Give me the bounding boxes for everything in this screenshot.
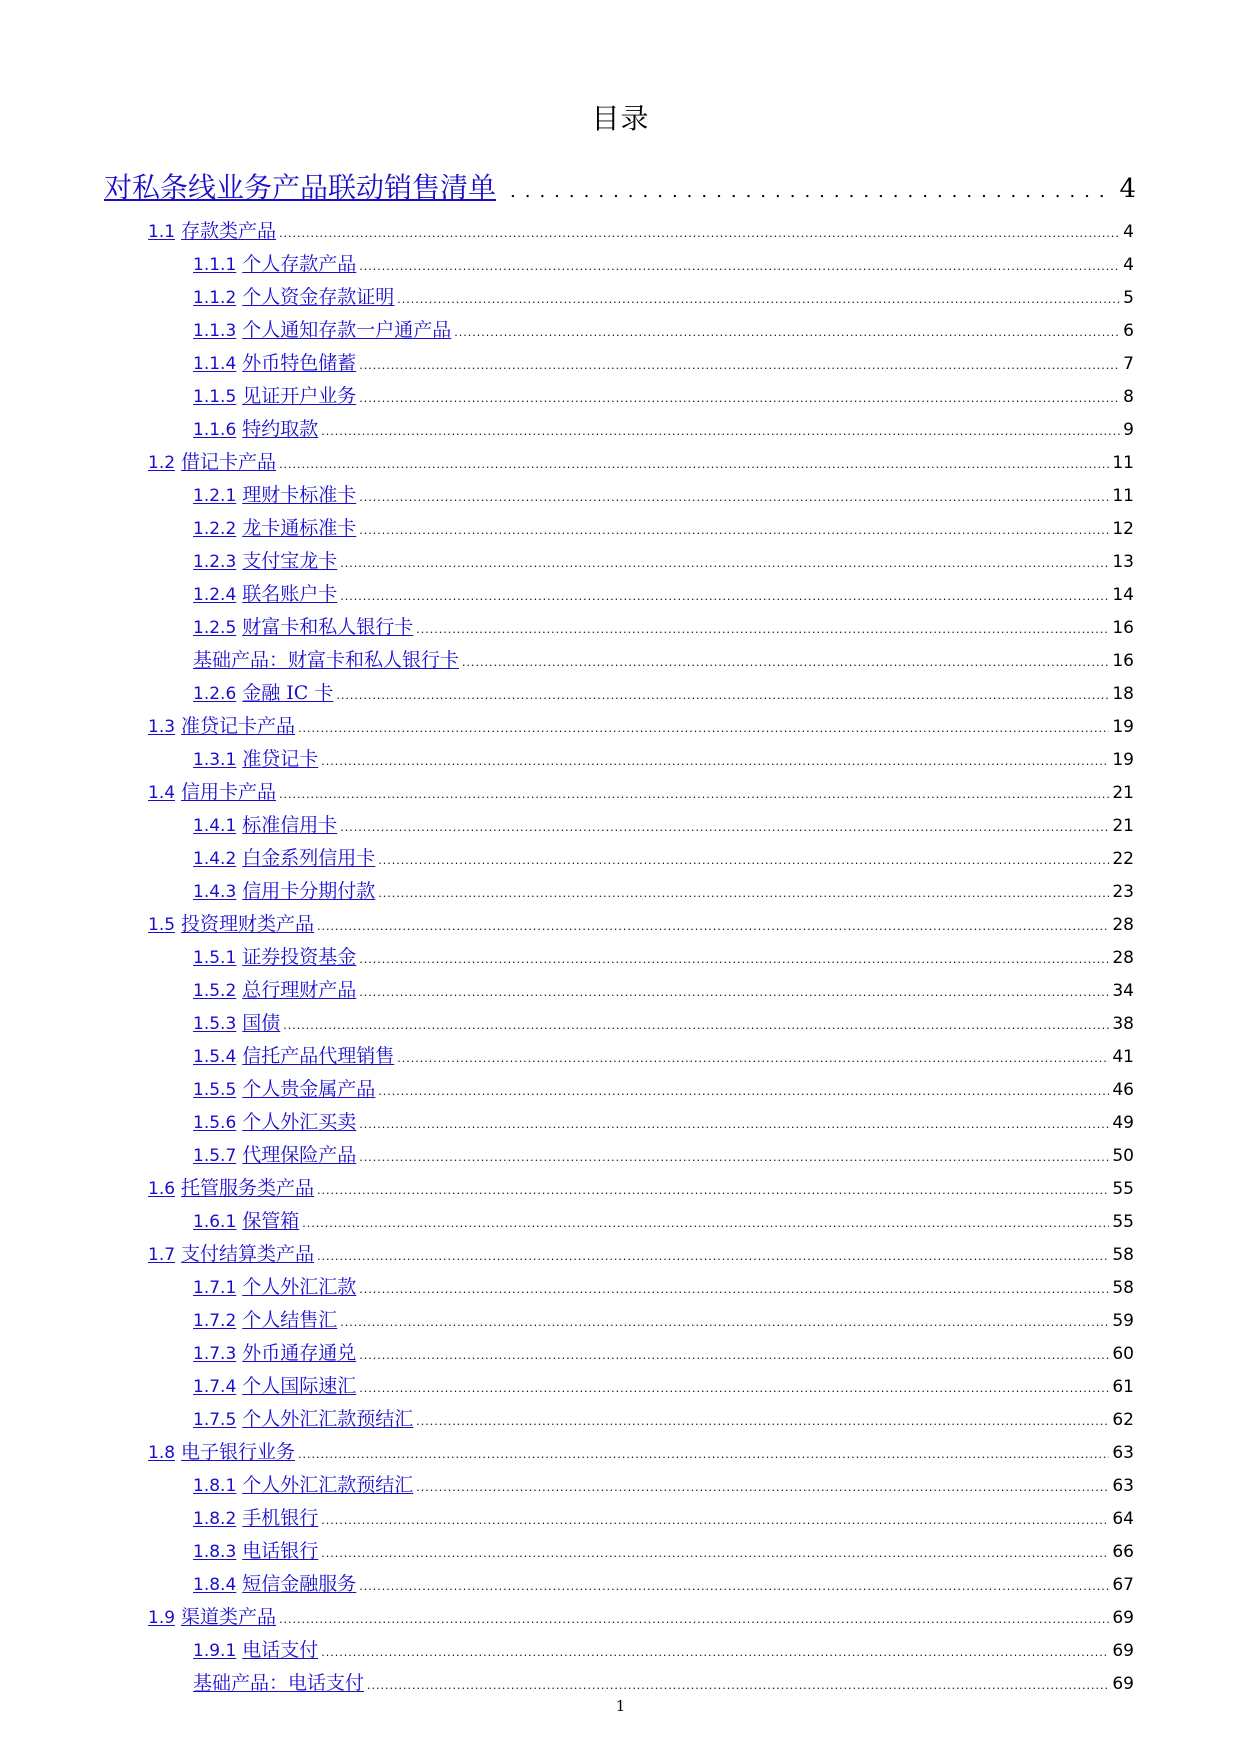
toc-section-number: 1.2 <box>148 453 176 473</box>
toc-link[interactable] <box>193 579 337 610</box>
dot-leader <box>340 591 1109 602</box>
toc-section-number: 1.2.4 <box>193 585 237 605</box>
toc-section-number: 1.4.1 <box>193 816 237 836</box>
toc-page-number: 49 <box>1112 1113 1134 1133</box>
toc-entry[interactable] <box>193 645 1134 675</box>
toc-label: 保管箱 <box>242 1210 300 1232</box>
toc-link[interactable] <box>193 546 337 577</box>
toc-label: 个人贵金属产品 <box>242 1078 376 1100</box>
dot-leader <box>359 393 1120 404</box>
toc-label: 准贷记卡产品 <box>181 715 296 737</box>
dot-leader <box>359 1284 1109 1295</box>
toc-link[interactable] <box>193 1668 364 1698</box>
toc-link[interactable] <box>193 678 333 709</box>
toc-entry[interactable] <box>193 1569 1134 1599</box>
toc-section-number: 1.8.4 <box>193 1575 237 1595</box>
toc-page-number: 67 <box>1112 1575 1134 1595</box>
toc-section-number: 1.6 <box>148 1179 176 1199</box>
toc-link[interactable] <box>193 975 356 1006</box>
toc-entry[interactable] <box>193 975 1134 1005</box>
toc-entry[interactable] <box>193 1305 1134 1335</box>
toc-label: 信用卡分期付款 <box>242 880 376 902</box>
toc-label: 基础产品：财富卡和私人银行卡 <box>193 649 460 671</box>
toc-section-number: 1.2.5 <box>193 618 237 638</box>
toc-page-number: 16 <box>1112 618 1134 638</box>
toc-section-number: 1.1.1 <box>193 255 237 275</box>
toc-label: 外币特色储蓄 <box>242 352 357 374</box>
toc-link[interactable] <box>193 744 318 775</box>
toc-page-number: 63 <box>1112 1443 1134 1463</box>
toc-section-number: 1.4.2 <box>193 849 237 869</box>
dot-leader <box>416 624 1109 635</box>
toc-page-number: 21 <box>1112 783 1134 803</box>
dot-leader <box>367 1680 1109 1691</box>
dot-leader <box>359 492 1109 503</box>
dot-leader <box>321 756 1109 767</box>
toc-page-number: 18 <box>1112 684 1134 704</box>
dot-leader <box>298 1449 1109 1460</box>
toc-entry[interactable] <box>193 414 1134 444</box>
toc-page-number: 61 <box>1112 1377 1134 1397</box>
toc-page-number: 59 <box>1112 1311 1134 1331</box>
toc-section-number: 1.5.6 <box>193 1113 237 1133</box>
toc-page-number: 58 <box>1112 1245 1134 1265</box>
dot-leader <box>340 1317 1109 1328</box>
toc-entry[interactable] <box>193 546 1134 576</box>
dot-leader <box>359 261 1120 272</box>
toc-label: 信托产品代理销售 <box>242 1045 395 1067</box>
toc-page-number: 4 <box>1123 222 1134 242</box>
toc-link[interactable] <box>193 282 394 313</box>
toc-section-number: 1.6.1 <box>193 1212 237 1232</box>
toc-entry[interactable] <box>148 1173 1134 1203</box>
toc-page-number: 28 <box>1112 915 1134 935</box>
toc-page-number: 9 <box>1123 420 1134 440</box>
toc-link[interactable] <box>193 513 356 544</box>
toc-label: 借记卡产品 <box>181 451 277 473</box>
dot-leader <box>321 1548 1109 1559</box>
toc-page-number: 63 <box>1112 1476 1134 1496</box>
dot-leader <box>359 1350 1109 1361</box>
dot-leader <box>317 1185 1109 1196</box>
dot-leader <box>321 1647 1109 1658</box>
toc-label: 特约取款 <box>242 418 319 440</box>
toc-link[interactable] <box>193 1008 280 1039</box>
toc-link[interactable] <box>193 1074 375 1105</box>
toc-entry[interactable] <box>193 744 1134 774</box>
toc-page-number: 66 <box>1112 1542 1134 1562</box>
toc-link[interactable] <box>148 447 276 478</box>
dot-leader <box>279 789 1109 800</box>
toc-entry[interactable] <box>193 315 1134 345</box>
toc-page-number: 69 <box>1112 1608 1134 1628</box>
toc-label: 金融 IC 卡 <box>242 682 334 704</box>
toc-entry[interactable] <box>193 876 1134 906</box>
toc-entry[interactable] <box>193 1635 1134 1665</box>
toc-link[interactable]: 对私条线业务产品联动销售清单 <box>104 171 497 204</box>
dot-leader <box>279 459 1109 470</box>
dot-leader <box>397 294 1120 305</box>
toc-page-number: 4 <box>1123 255 1134 275</box>
toc-page-number: 7 <box>1123 354 1134 374</box>
toc-entry[interactable] <box>193 1536 1134 1566</box>
toc-link[interactable] <box>193 1470 413 1501</box>
toc-section-number: 1.2.2 <box>193 519 237 539</box>
toc-link[interactable] <box>148 216 276 247</box>
dot-leader <box>510 183 1113 201</box>
toc-label: 证券投资基金 <box>242 946 357 968</box>
toc-page-number: 19 <box>1112 717 1134 737</box>
toc-link[interactable] <box>148 777 276 808</box>
toc-link[interactable] <box>148 1602 276 1633</box>
dot-leader <box>359 1119 1109 1130</box>
toc-page-number: 23 <box>1112 882 1134 902</box>
toc-label: 电子银行业务 <box>181 1441 296 1463</box>
dot-leader <box>336 690 1109 701</box>
toc-section-number: 1.5.3 <box>193 1014 237 1034</box>
toc-section-number: 1.7.2 <box>193 1311 237 1331</box>
toc-entry[interactable] <box>193 249 1134 279</box>
toc-entry[interactable] <box>193 348 1134 378</box>
toc-label: 信用卡产品 <box>181 781 277 803</box>
toc-section-number: 1.8.1 <box>193 1476 237 1496</box>
toc-page-number: 55 <box>1112 1212 1134 1232</box>
toc-link[interactable] <box>193 249 356 280</box>
dot-leader <box>416 1416 1109 1427</box>
toc-label: 投资理财类产品 <box>181 913 315 935</box>
toc-page-number: 8 <box>1123 387 1134 407</box>
toc-section-number: 1.9 <box>148 1608 176 1628</box>
toc-section-number: 1.5.7 <box>193 1146 237 1166</box>
toc-label: 理财卡标准卡 <box>242 484 357 506</box>
toc-label: 个人国际速汇 <box>242 1375 357 1397</box>
toc-page-number: 4 <box>1119 174 1136 204</box>
toc-label: 总行理财产品 <box>242 979 357 1001</box>
toc-link[interactable] <box>193 1041 394 1072</box>
toc-page-number: 64 <box>1112 1509 1134 1529</box>
page-number-footer: 1 <box>615 1697 626 1715</box>
toc-entry[interactable] <box>193 942 1134 972</box>
dot-leader <box>397 1053 1109 1064</box>
toc-page-number: 13 <box>1112 552 1134 572</box>
toc-label: 个人资金存款证明 <box>242 286 395 308</box>
dot-leader <box>298 723 1109 734</box>
dot-leader <box>378 1086 1109 1097</box>
toc-link[interactable] <box>193 645 459 675</box>
toc-label: 外币通存通兑 <box>242 1342 357 1364</box>
toc-entry[interactable] <box>193 843 1134 873</box>
toc-label: 白金系列信用卡 <box>242 847 376 869</box>
toc-entry[interactable] <box>148 447 1134 477</box>
toc-page-number: 21 <box>1112 816 1134 836</box>
toc-entry[interactable] <box>193 1008 1134 1038</box>
dot-leader <box>340 558 1109 569</box>
toc-section-number: 1.5.4 <box>193 1047 237 1067</box>
toc-link[interactable] <box>148 1239 314 1270</box>
toc-entry[interactable] <box>148 777 1134 807</box>
dot-leader <box>317 1251 1109 1262</box>
dot-leader <box>359 1581 1109 1592</box>
toc-section-number: 1.4.3 <box>193 882 237 902</box>
toc-page-number: 5 <box>1123 288 1134 308</box>
toc-section-number: 1.1.4 <box>193 354 237 374</box>
toc-page-number: 55 <box>1112 1179 1134 1199</box>
toc-entry[interactable] <box>193 1338 1134 1368</box>
toc-page-number: 58 <box>1112 1278 1134 1298</box>
dot-leader <box>321 1515 1109 1526</box>
dot-leader <box>359 1383 1109 1394</box>
toc-label: 准贷记卡 <box>242 748 319 770</box>
toc-link[interactable] <box>193 1371 356 1402</box>
toc-link[interactable] <box>193 1536 318 1567</box>
dot-leader <box>454 327 1120 338</box>
toc-entry[interactable] <box>193 579 1134 609</box>
toc-label: 渠道类产品 <box>181 1606 277 1628</box>
toc-entry[interactable] <box>148 1437 1134 1467</box>
toc-link[interactable] <box>193 348 356 379</box>
toc-label: 见证开户业务 <box>242 385 357 407</box>
toc-section-number: 1.1.5 <box>193 387 237 407</box>
toc-link[interactable] <box>193 1272 356 1303</box>
toc-section-number: 1.5.5 <box>193 1080 237 1100</box>
dot-leader <box>321 426 1120 437</box>
toc-link[interactable] <box>193 480 356 511</box>
toc-entry[interactable] <box>193 1371 1134 1401</box>
toc-section-number: 1.3.1 <box>193 750 237 770</box>
toc-label: 个人外汇汇款预结汇 <box>242 1408 414 1430</box>
dot-leader <box>359 360 1120 371</box>
toc-label: 个人外汇汇款预结汇 <box>242 1474 414 1496</box>
dot-leader <box>359 1152 1109 1163</box>
toc-label: 联名账户卡 <box>242 583 338 605</box>
toc-page-number: 38 <box>1112 1014 1134 1034</box>
toc-section-number: 1.2.3 <box>193 552 237 572</box>
toc-link[interactable] <box>193 315 451 346</box>
toc-section-number: 1.2.6 <box>193 684 237 704</box>
toc-entry[interactable] <box>193 1206 1134 1236</box>
toc-page-number: 14 <box>1112 585 1134 605</box>
toc-entry[interactable] <box>193 810 1134 840</box>
toc-label: 国债 <box>242 1012 281 1034</box>
toc-label: 个人结售汇 <box>242 1309 338 1331</box>
toc-entry[interactable] <box>148 909 1134 939</box>
toc-section-number: 1.5.1 <box>193 948 237 968</box>
toc-entry[interactable] <box>148 711 1134 741</box>
toc-label: 基础产品：电话支付 <box>193 1672 365 1694</box>
toc-entry[interactable] <box>193 1470 1134 1500</box>
toc-label: 托管服务类产品 <box>181 1177 315 1199</box>
toc-entry[interactable] <box>193 1272 1134 1302</box>
toc-link[interactable] <box>148 1437 295 1468</box>
toc-label: 支付宝龙卡 <box>242 550 338 572</box>
toc-page-number: 19 <box>1112 750 1134 770</box>
dot-leader <box>378 888 1109 899</box>
toc-entry[interactable] <box>193 1668 1134 1698</box>
toc-entry[interactable] <box>193 1404 1134 1434</box>
toc-page-number: 69 <box>1112 1674 1134 1694</box>
toc-label: 存款类产品 <box>181 220 277 242</box>
toc-page-number: 11 <box>1112 453 1134 473</box>
toc-link[interactable] <box>193 1305 337 1336</box>
toc-entry[interactable] <box>148 1602 1134 1632</box>
toc-section-number: 1.7 <box>148 1245 176 1265</box>
toc-label: 个人外汇汇款 <box>242 1276 357 1298</box>
toc-entry[interactable] <box>148 216 1134 246</box>
toc-section-number: 1.2.1 <box>193 486 237 506</box>
toc-entry[interactable] <box>193 1503 1134 1533</box>
dot-leader <box>279 228 1120 239</box>
toc-entry[interactable] <box>148 1239 1134 1269</box>
toc-section-number: 1.7.3 <box>193 1344 237 1364</box>
dot-leader <box>283 1020 1109 1031</box>
page-title: 目录 <box>591 102 650 135</box>
toc-entry[interactable] <box>193 1140 1134 1170</box>
toc-page-number: 41 <box>1112 1047 1134 1067</box>
dot-leader <box>359 954 1109 965</box>
toc-section-number: 1.7.4 <box>193 1377 237 1397</box>
toc-label: 个人外汇买卖 <box>242 1111 357 1133</box>
toc-page-number: 62 <box>1112 1410 1134 1430</box>
toc-page-number: 16 <box>1112 651 1134 671</box>
toc-entry[interactable] <box>193 282 1134 312</box>
toc-section-number: 1.1.2 <box>193 288 237 308</box>
dot-leader <box>340 822 1109 833</box>
toc-page-number: 34 <box>1112 981 1134 1001</box>
dot-leader <box>359 987 1109 998</box>
toc-link[interactable] <box>193 1107 356 1138</box>
toc-section-number: 1.1.6 <box>193 420 237 440</box>
toc-section-number: 1.8 <box>148 1443 176 1463</box>
toc-entry[interactable] <box>193 1107 1134 1137</box>
toc-link[interactable] <box>193 1503 318 1534</box>
toc-entry-main[interactable] <box>104 168 1136 208</box>
toc-entry[interactable] <box>193 381 1134 411</box>
toc-entry[interactable] <box>193 612 1134 642</box>
toc-link[interactable] <box>193 810 337 841</box>
toc-section-number: 1.3 <box>148 717 176 737</box>
dot-leader <box>416 1482 1109 1493</box>
toc-entry[interactable] <box>193 1074 1134 1104</box>
toc-label: 个人通知存款一户通产品 <box>242 319 452 341</box>
toc-link[interactable] <box>193 876 375 907</box>
toc-label: 电话银行 <box>242 1540 319 1562</box>
toc-section-number: 1.1.3 <box>193 321 237 341</box>
toc-entry[interactable] <box>193 480 1134 510</box>
toc-label: 支付结算类产品 <box>181 1243 315 1265</box>
toc-link[interactable] <box>193 1140 356 1171</box>
dot-leader <box>359 525 1109 536</box>
toc-label: 电话支付 <box>242 1639 319 1661</box>
dot-leader <box>462 657 1109 668</box>
toc-page-number: 22 <box>1112 849 1134 869</box>
toc-page-number: 69 <box>1112 1641 1134 1661</box>
dot-leader <box>317 921 1109 932</box>
toc-label: 代理保险产品 <box>242 1144 357 1166</box>
toc-section-number: 1.1 <box>148 222 176 242</box>
toc-link[interactable] <box>193 381 356 412</box>
toc-section-number: 1.8.2 <box>193 1509 237 1529</box>
toc-label: 财富卡和私人银行卡 <box>242 616 414 638</box>
toc-section-number: 1.9.1 <box>193 1641 237 1661</box>
toc-page-number: 50 <box>1112 1146 1134 1166</box>
toc-page-number: 28 <box>1112 948 1134 968</box>
toc-page-number: 60 <box>1112 1344 1134 1364</box>
toc-link[interactable] <box>193 942 356 973</box>
toc-link[interactable] <box>193 1569 356 1600</box>
toc-entry[interactable] <box>193 678 1134 708</box>
toc-section-number: 1.5.2 <box>193 981 237 1001</box>
toc-section-number: 1.7.5 <box>193 1410 237 1430</box>
toc-link[interactable] <box>193 1206 299 1237</box>
toc-link[interactable] <box>148 909 314 940</box>
toc-label: 龙卡通标准卡 <box>242 517 357 539</box>
toc-section-number: 1.4 <box>148 783 176 803</box>
toc-section-number: 1.8.3 <box>193 1542 237 1562</box>
toc-link[interactable] <box>193 843 375 874</box>
dot-leader <box>279 1614 1109 1625</box>
toc-entry[interactable] <box>193 513 1134 543</box>
toc-label: 短信金融服务 <box>242 1573 357 1595</box>
toc-label: 手机银行 <box>242 1507 319 1529</box>
toc-label: 标准信用卡 <box>242 814 338 836</box>
toc-page-number: 46 <box>1112 1080 1134 1100</box>
toc-page-number: 6 <box>1123 321 1134 341</box>
toc-link[interactable] <box>193 414 318 445</box>
dot-leader <box>302 1218 1109 1229</box>
toc-label: 个人存款产品 <box>242 253 357 275</box>
toc-entry[interactable] <box>193 1041 1134 1071</box>
toc-link[interactable] <box>148 711 295 742</box>
toc-page-number: 12 <box>1112 519 1134 539</box>
dot-leader <box>378 855 1109 866</box>
toc-section-number: 1.7.1 <box>193 1278 237 1298</box>
toc-link[interactable] <box>193 1404 413 1435</box>
toc-link[interactable] <box>193 612 413 643</box>
toc-link[interactable] <box>193 1338 356 1369</box>
toc-section-number: 1.5 <box>148 915 176 935</box>
toc-page-number: 11 <box>1112 486 1134 506</box>
toc-link[interactable] <box>193 1635 318 1666</box>
toc-link[interactable] <box>148 1173 314 1204</box>
